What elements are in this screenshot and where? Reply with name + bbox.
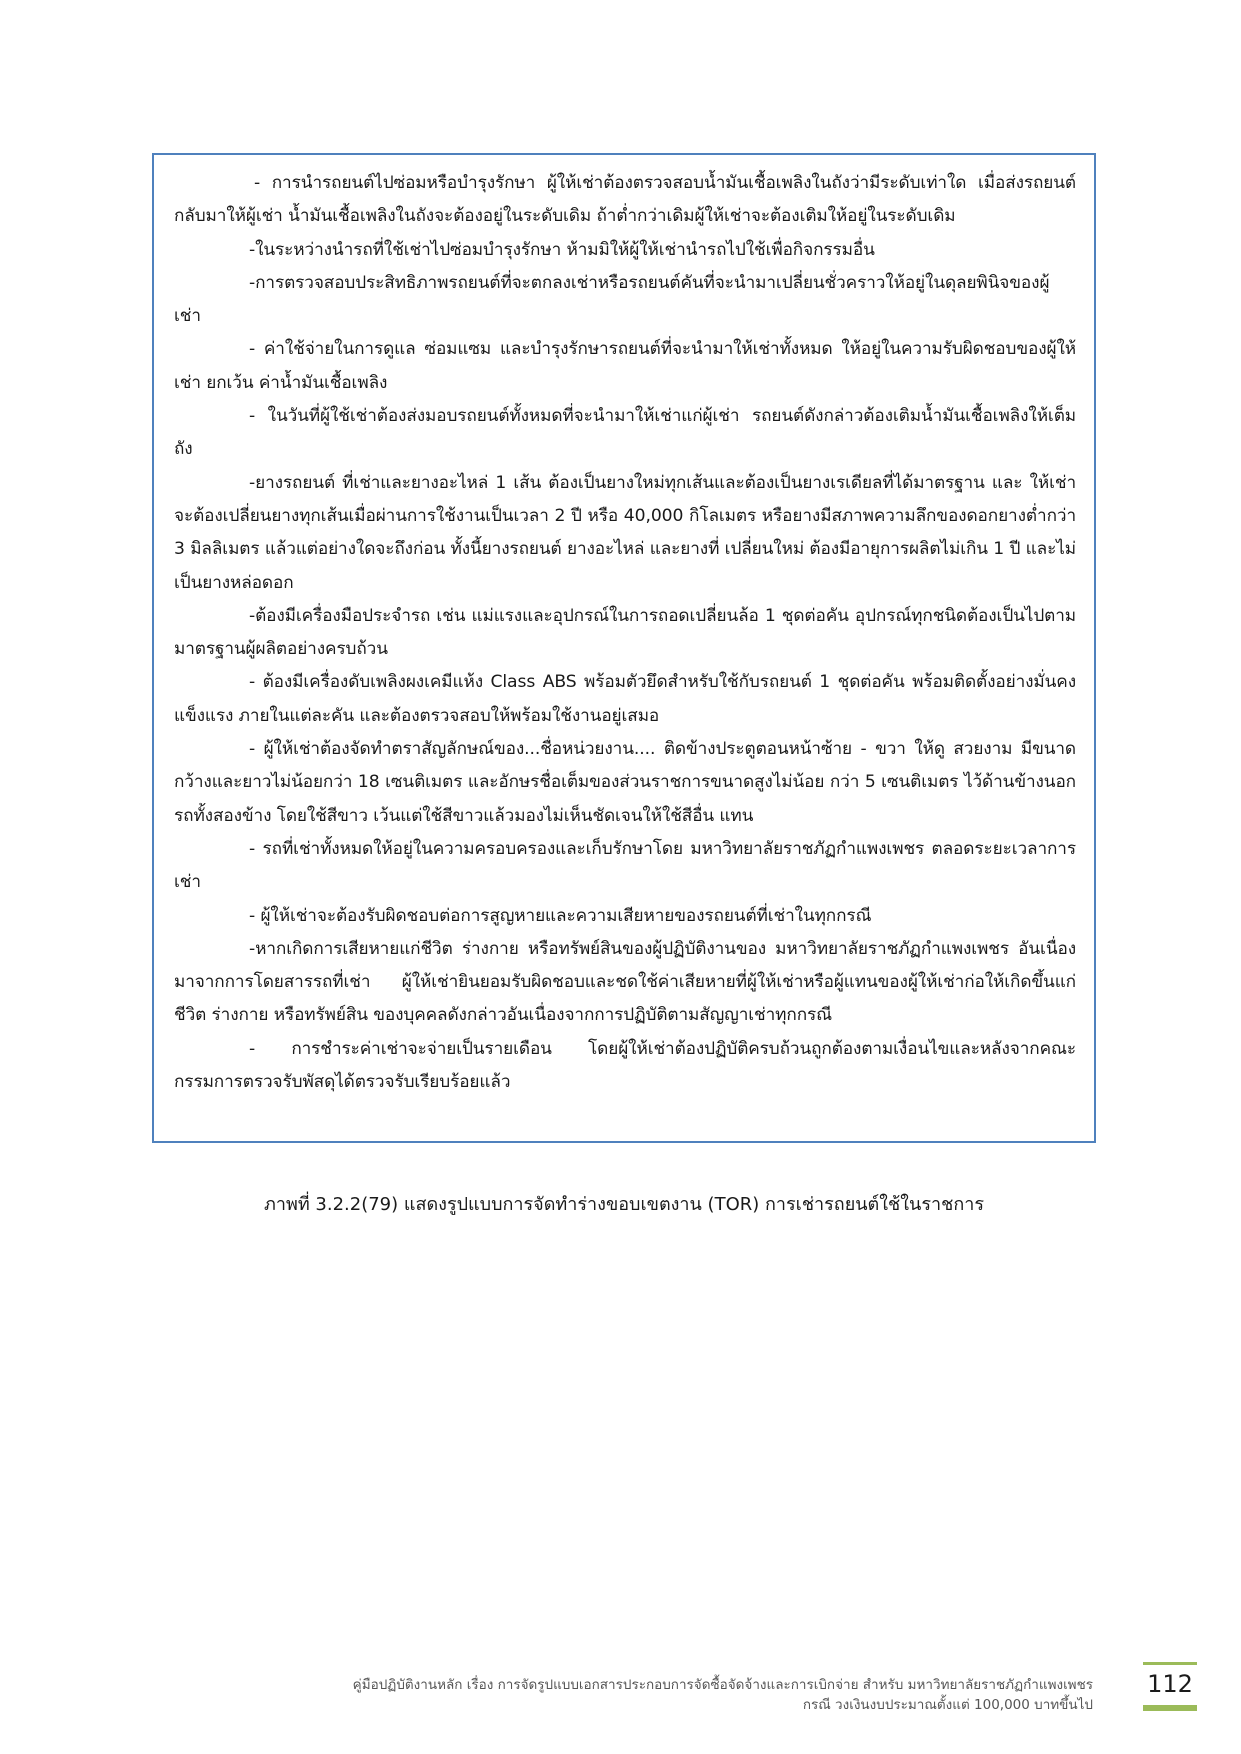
tor-paragraph: -ต้องมีเครื่องมือประจำรถ เช่น แม่แรงและอุปกรณ์ในการถอดเปลี่ยนล้อ 1 ชุดต่อคัน อุปกรณ์ทุกชนิดต้องเป็นไปตามมาตรฐานผู้ผลิตอย่างครบถ้วน bbox=[174, 605, 1076, 660]
page-footer bbox=[353, 1675, 1093, 1715]
tor-paragraph: - ผู้ให้เช่าจะต้องรับผิดชอบต่อการสูญหายและความเสียหายของรถยนต์ที่เช่าในทุกกรณี bbox=[249, 905, 872, 926]
figure-caption: ภาพที่ 3.2.2(79) แสดงรูปแบบการจัดทำร่างขอบเขตงาน (TOR) การเช่ารถยนต์ใช้ในราชการ bbox=[263, 1194, 985, 1215]
tor-paragraph: - การนำรถยนต์ไปซ่อมหรือบำรุงรักษา ผู้ให้เช่าต้องตรวจสอบน้ำมันเชื้อเพลิงในถังว่ามีระดับเท่าใด เมื่อส่งรถยนต์กลับมาให้ผู้เช่า น้ำมันเชื้อเพลิงในถังจะต้องอยู่ในระดับเดิม ถ้าต่ำกว่าเดิมผู้ให้เช่าจะต้องเติมให้อยู่ในระดับเดิม bbox=[174, 173, 1076, 227]
tor-paragraph: - ค่าใช้จ่ายในการดูแล ซ่อมแซม และบำรุงรักษารถยนต์ที่จะนำมาให้เช่าทั้งหมด ให้อยู่ในความรับผิดชอบของผู้ให้เช่า ยกเว้น ค่าน้ำมันเชื้อเพลิง bbox=[174, 339, 1076, 393]
footer-line-manual-title: คู่มือปฏิบัติงานหลัก เรื่อง การจัดรูปแบบเอกสารประกอบการจัดซื้อจัดจ้างและการเบิกจ่าย สำหรับ มหาวิทยาลัยราชภัฏกำแพงเพชร bbox=[352, 1677, 1093, 1693]
tor-paragraph: - การชำระค่าเช่าจะจ่ายเป็นรายเดือน โดยผู้ให้เช่าต้องปฏิบัติครบถ้วนถูกต้องตามเงื่อนไขและหลังจากคณะกรรมการตรวจรับพัสดุได้ตรวจรับเรียบร้อยแล้ว bbox=[174, 1038, 1076, 1093]
tor-content-box bbox=[152, 153, 1096, 1143]
tor-paragraph: - ผู้ให้เช่าต้องจัดทำตราสัญลักษณ์ของ...ชื่อหน่วยงาน.... ติดข้างประตูตอนหน้าซ้าย - ขวา ให้ดู สวยงาม มีขนาดกว้างและยาวไม่น้อยกว่า 18 เซนติเมตร และอักษรชื่อเต็มของส่วนราชการขนาดสูงไม่น้อย กว่า 5 เซนติเมตร ไว้ด้านข้างนอกรถทั้งสองข้าง โดยใช้สีขาว เว้นแต่ใช้สีขาวแล้วมองไม่เห็นชัดเจนให้ใช้สีอื่น แทน bbox=[174, 739, 1076, 826]
page-number: 112 bbox=[1147, 1670, 1193, 1698]
tor-paragraph: -การตรวจสอบประสิทธิภาพรถยนต์ที่จะตกลงเช่าหรือรถยนต์คันที่จะนำมาเปลี่ยนชั่วคราวให้อยู่ในดุลยพินิจของผู้เช่า bbox=[174, 272, 1050, 327]
page-number-bottom-bar bbox=[1143, 1705, 1197, 1711]
page-number-block bbox=[1143, 1662, 1197, 1712]
tor-paragraph: - ต้องมีเครื่องดับเพลิงผงเคมีแห้ง Class ABS พร้อมตัวยึดสำหรับใช้กับรถยนต์ 1 ชุดต่อคัน พร้อมติดตั้งอย่างมั่นคง แข็งแรง ภายในแต่ละคัน และต้องตรวจสอบให้พร้อมใช้งานอยู่เสมอ bbox=[174, 672, 1076, 726]
footer-line-budget-case: กรณี วงเงินงบประมาณตั้งแต่ 100,000 บาทขึ้นไป bbox=[802, 1697, 1093, 1713]
tor-paragraph: - ในวันที่ผู้ใช้เช่าต้องส่งมอบรถยนต์ทั้งหมดที่จะนำมาให้เช่าแก่ผู้เช่า รถยนต์ดังกล่าวต้องเติมน้ำมันเชื้อเพลิงให้เต็มถัง bbox=[174, 406, 1076, 460]
page-number-top-bar bbox=[1143, 1662, 1197, 1665]
tor-paragraph: -หากเกิดการเสียหายแก่ชีวิต ร่างกาย หรือทรัพย์สินของผู้ปฏิบัติงานของ มหาวิทยาลัยราชภัฏกำแพงเพชร อันเนื่องมาจากการโดยสารรถที่เช่า ผู้ให้เช่ายินยอมรับผิดชอบและชดใช้ค่าเสียหายที่ผู้ให้เช่าหรือผู้แทนของผู้ให้เช่าก่อให้เกิดขึ้นแก่ชีวิต ร่างกาย หรือทรัพย์สิน ของบุคคลดังกล่าวอันเนื่องจากการปฏิบัติตามสัญญาเช่าทุกกรณี bbox=[174, 938, 1076, 1026]
tor-paragraph: - รถที่เช่าทั้งหมดให้อยู่ในความครอบครองและเก็บรักษาโดย มหาวิทยาลัยราชภัฏกำแพงเพชร ตลอดระยะเวลาการเช่า bbox=[174, 838, 1076, 893]
tor-paragraph: -ยางรถยนต์ ที่เช่าและยางอะไหล่ 1 เส้น ต้องเป็นยางใหม่ทุกเส้นและต้องเป็นยางเรเดียลที่ได้มาตรฐาน และ ให้เช่าจะต้องเปลี่ยนยางทุกเส้นเมื่อผ่านการใช้งานเป็นเวลา 2 ปี หรือ 40,000 กิโลเมตร หรือยางมีสภาพความลึกของดอกยางต่ำกว่า 3 มิลลิเมตร แล้วแต่อย่างใดจะถึงก่อน ทั้งนี้ยางรถยนต์ ยางอะไหล่ และยางที่ เปลี่ยนใหม่ ต้องมีอายุการผลิตไม่เกิน 1 ปี และไม่เป็นยางหล่อดอก bbox=[174, 472, 1076, 593]
tor-paragraph: -ในระหว่างนำรถที่ใช้เช่าไปซ่อมบำรุงรักษา ห้ามมิให้ผู้ให้เช่านำรถไปใช้เพื่อกิจกรรมอื่น bbox=[249, 239, 875, 260]
